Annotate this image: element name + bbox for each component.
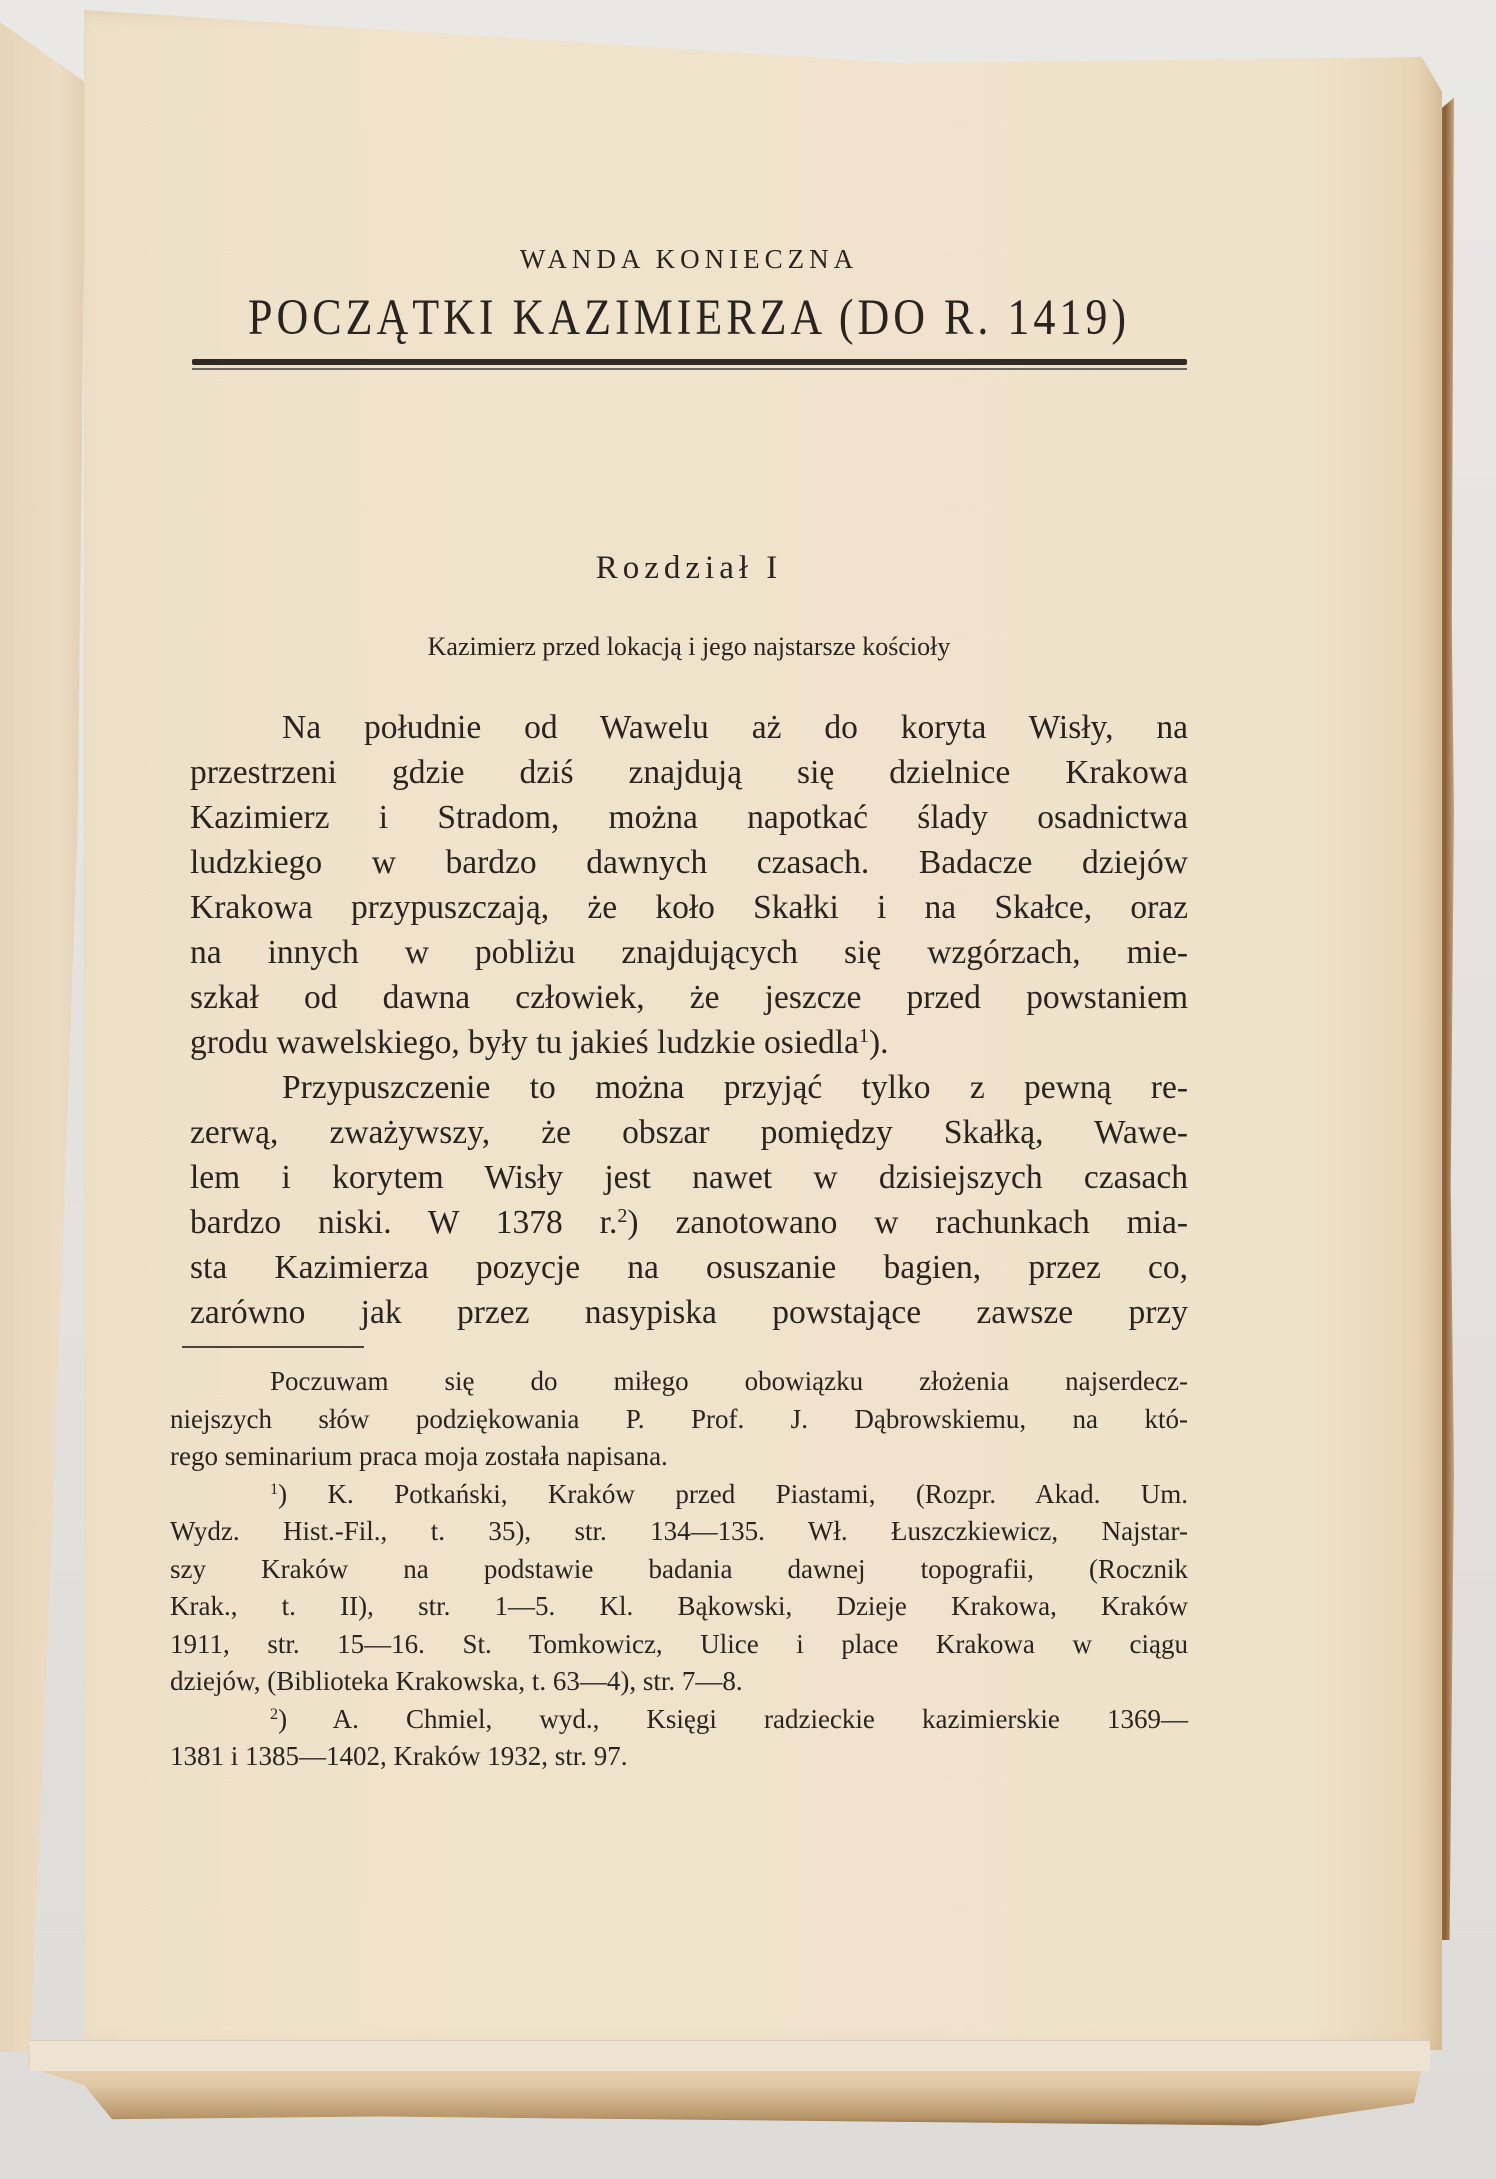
line-text: grodu wawelskiego, były tu jakieś ludzkie osiedla	[190, 1024, 859, 1061]
line-text: Wydz. Hist.-Fil., t. 35), str. 134—135. Wł. Łuszczkiewicz, Najstar-	[170, 1516, 1188, 1546]
chapter-heading: Rozdział I	[595, 550, 783, 586]
footnote-line	[170, 1513, 1188, 1551]
footnotes	[170, 1363, 1188, 1776]
body-line	[190, 930, 1188, 975]
line-text: Kazimierz i Stradom, można napotkać ślady osadnictwa	[190, 799, 1188, 836]
line-text: Krakowa przypuszczają, że koło Skałki i na Skałce, oraz	[190, 889, 1188, 926]
footnote-line	[170, 1738, 1188, 1776]
line-text: niejszych słów podziękowania P. Prof. J. Dąbrowskiemu, na któ-	[170, 1403, 1188, 1434]
line-text: Przypuszczenie to można przyjąć tylko z pewną re-	[282, 1069, 1188, 1106]
body-line	[190, 1245, 1188, 1290]
line-text: rego seminarium praca moja została napisana.	[170, 1441, 668, 1471]
line-text: ludzkiego w bardzo dawnych czasach. Badacze dziejów	[190, 844, 1188, 881]
line-text: bardzo niski. W 1378 r.	[190, 1204, 618, 1241]
line-text-after: ).	[868, 1024, 889, 1061]
footnote-line	[170, 1588, 1188, 1626]
footnote-line	[170, 1663, 1188, 1701]
body-line	[190, 1065, 1188, 1110]
body-line	[190, 795, 1188, 840]
line-text: lem i korytem Wisły jest nawet w dzisiejszych czasach	[190, 1159, 1188, 1196]
line-text: 1911, str. 15—16. St. Tomkowicz, Ulice i place Krakowa w ciągu	[170, 1628, 1188, 1659]
article-title: POCZĄTKI KAZIMIERZA (DO R. 1419)	[247, 289, 1131, 346]
footnote-line	[170, 1476, 1188, 1514]
body-line	[190, 1155, 1188, 1200]
footnote-line	[170, 1701, 1188, 1739]
footnote-line	[170, 1551, 1188, 1589]
line-text: ) K. Potkański, Kraków przed Piastami, (Rozpr. Akad. Um.	[278, 1478, 1188, 1509]
footnote-line	[170, 1438, 1188, 1476]
line-text-after: ) zanotowano w rachunkach mia-	[627, 1204, 1188, 1241]
line-text: Na południe od Wawelu aż do koryta Wisły, na	[282, 709, 1188, 746]
body-line	[190, 1110, 1188, 1155]
line-text: szy Kraków na podstawie badania dawnej topografii, (Rocznik	[170, 1553, 1188, 1584]
footnote-marker: 2	[270, 1704, 279, 1723]
line-text: zerwą, zważywszy, że obszar pomiędzy Skałką, Wawe-	[190, 1114, 1188, 1151]
footnote-line	[170, 1363, 1188, 1401]
footnote-reference: 1	[858, 1024, 869, 1047]
line-text: Krak., t. II), str. 1—5. Kl. Bąkowski, Dzieje Krakowa, Kraków	[170, 1591, 1188, 1621]
footnote-separator	[182, 1346, 364, 1348]
footnote-line	[170, 1626, 1188, 1664]
line-text: przestrzeni gdzie dziś znajdują się dzielnice Krakowa	[190, 754, 1188, 791]
body-line	[190, 705, 1188, 750]
footnote-marker: 1	[270, 1479, 279, 1498]
line-text: ) A. Chmiel, wyd., Księgi radzieckie kazimierskie 1369—	[278, 1703, 1188, 1734]
line-text: na innych w pobliżu znajdujących się wzgórzach, mie-	[190, 934, 1188, 971]
title-rule-thin	[192, 368, 1187, 370]
line-text: zarówno jak przez nasypiska powstające zawsze przy	[190, 1294, 1188, 1331]
title-rule-thick	[192, 359, 1187, 365]
line-text: sta Kazimierza pozycje na osuszanie bagien, przez co,	[190, 1249, 1188, 1286]
author-name: WANDA KONIECZNA	[519, 244, 859, 274]
footnote-reference: 2	[617, 1204, 628, 1227]
line-text: dziejów, (Biblioteka Krakowska, t. 63—4), str. 7—8.	[170, 1666, 743, 1696]
body-text	[190, 705, 1188, 1335]
body-line	[190, 1020, 1188, 1065]
body-line	[190, 1290, 1188, 1335]
line-text: 1381 i 1385—1402, Kraków 1932, str. 97.	[170, 1741, 628, 1771]
body-line	[190, 1200, 1188, 1245]
body-line	[190, 840, 1188, 885]
line-text: Poczuwam się do miłego obowiązku złożenia najserdecz-	[270, 1366, 1188, 1396]
footnote-line	[170, 1401, 1188, 1439]
body-line	[190, 885, 1188, 930]
chapter-subtitle: Kazimierz przed lokacją i jego najstarsze kościoły	[427, 632, 951, 661]
body-line	[190, 975, 1188, 1020]
body-line	[190, 750, 1188, 795]
line-text: szkał od dawna człowiek, że jeszcze przed powstaniem	[190, 979, 1188, 1016]
